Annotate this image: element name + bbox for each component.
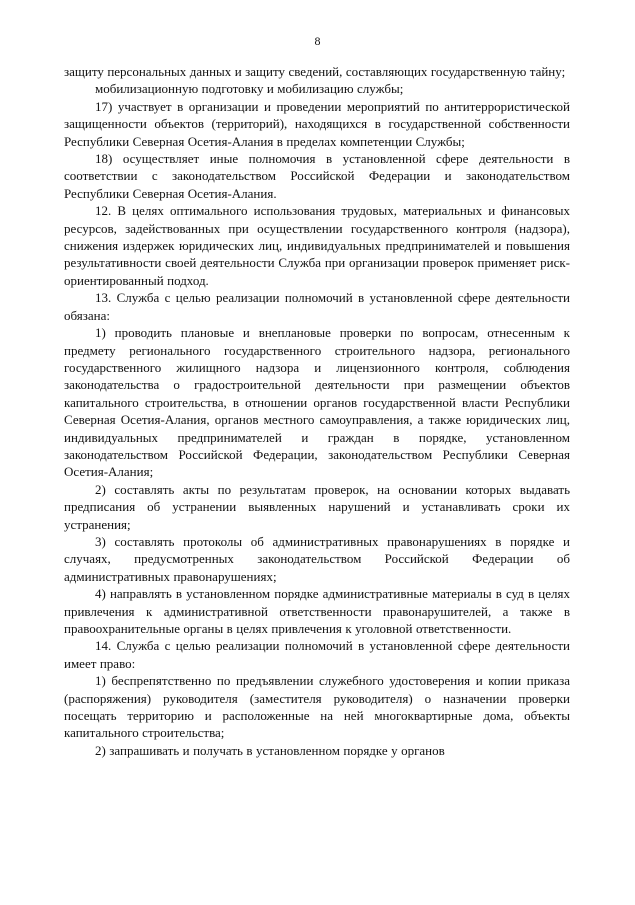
paragraph-section-14-item-2: 2) запрашивать и получать в установленном порядке у органов [95,742,445,758]
document-body [64,63,570,759]
paragraph-section-13-item-4: 4) направлять в установленном порядке административные материалы в суд в целях привлечения к административной ответственности правонарушителей, а также в правоохранительные органы в целях привлечения к уголовной ответственности. [64,586,570,636]
paragraph-section-13-item-2: 2) составлять акты по результатам проверок, на основании которых выдавать предписания об устранении выявленных нарушений и устанавливать сроки их устранения; [64,481,570,532]
paragraph-section-12: 12. В целях оптимального использования трудовых, материальных и финансовых ресурсов, задействованных при осуществлении государственного контроля (надзора), снижения издержек юридических лиц, индивидуальных предпринимателей и повышения результативности своей деятельности Служба при организации проверок применяет риск-ориентированный подход. [64,203,570,288]
paragraph-section-13: 13. Служба с целью реализации полномочий в установленной сфере деятельности обязана: [64,290,570,323]
paragraph-section-14: 14. Служба с целью реализации полномочий в установленной сфере деятельности имеет право: [64,638,570,671]
paragraph-continuation: защиту персональных данных и защиту сведений, составляющих государственную тайну; [64,64,566,79]
paragraph-item-18: 18) осуществляет иные полномочия в установленной сфере деятельности в соответствии с законодательством Российской Федерации и законодательством Республики Северная Осетия-Алания. [64,151,570,201]
paragraph-mobilization: мобилизационную подготовку и мобилизацию службы; [95,81,404,97]
page-number: 8 [314,34,321,48]
paragraph-section-13-item-1: 1) проводить плановые и внеплановые проверки по вопросам, отнесенным к предмету регионального государственного строительного надзора, регионального государственного жилищного надзора и лицензионного контроля, соблюдения законодательства о градостроительной деятельности при размещении объектов капитального строительства, в отношении органов государственной власти Республики Северная Осетия-Алания, органов местного самоуправления, а также юридических лиц, индивидуальных предпринимателей и граждан в порядке, установленном законодательством Российской Федерации, законодательством Республики Северная Осетия-Алания; [64,325,570,480]
paragraph-section-13-item-3: 3) составлять протоколы об административных правонарушениях в порядке и случаях, предусмотренных законодательством Российской Федерации об административных правонарушениях; [64,533,570,584]
paragraph-section-14-item-1: 1) беспрепятственно по предъявлении служебного удостоверения и копии приказа (распоряжения) руководителя (заместителя руководителя) о назначении проверки посещать территорию и расположенные на ней многоквартирные дома, объекты капитального строительства; [64,673,570,741]
paragraph-item-17: 17) участвует в организации и проведении мероприятий по антитеррористической защищенности объектов (территорий), находящихся в государственной собственности Республики Северная Осетия-Алания в пределах компетенции Службы; [64,98,570,149]
